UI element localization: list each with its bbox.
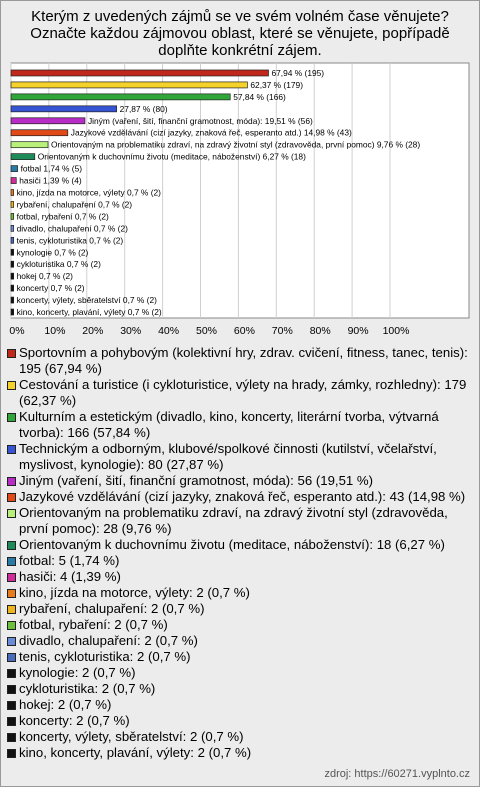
bar [11, 130, 68, 136]
bar-data-label: divadlo, chalupaření 0,7 % (2) [16, 223, 128, 234]
legend-label: Kulturním a estetickým (divadlo, kino, koncerty, literární tvorba, výtvarná tvorba): 166 (57,84 %) [19, 409, 439, 440]
bar-data-label: hasiči 1,39 % (4) [19, 175, 82, 186]
legend-label: rybaření, chalupaření: 2 (0,7 %) [19, 601, 205, 616]
bar-data-label: Orientovaným na problematiku zdraví, na zdravý životní styl (zdravověda, první pomoc) 9,76 % (28) [50, 139, 421, 150]
legend-item [6, 649, 474, 665]
legend-label: Cestování a turistice (i cykloturistice, výlety na hrady, zámky, rozhledny): 179 (62,37 %) [19, 377, 467, 408]
bar-data-label: 57,84 % (166) [233, 91, 286, 102]
legend-label: hokej: 2 (0,7 %) [19, 697, 112, 712]
bar [11, 285, 14, 291]
x-tick-label: 90% [347, 325, 369, 337]
legend-swatch [7, 413, 16, 422]
legend-item [6, 681, 474, 697]
chart-title: Kterým z uvedených zájmů se ve svém volném čase věnujete? Označte každou zájmovou oblast, které se věnujete, popřípadě doplňte konkrétní zájem. [30, 8, 450, 59]
bar-data-label: Jazykové vzdělávání (cizí jazyky, znaková řeč, esperanto atd.) 14,98 % (43) [70, 127, 352, 138]
legend-label: koncerty: 2 (0,7 %) [19, 713, 130, 728]
x-tick-label: 40% [158, 325, 180, 337]
legend-label: Jazykové vzdělávání (cizí jazyky, znaková řeč, esperanto atd.): 43 (14,98 %) [19, 489, 466, 504]
bar [11, 70, 268, 76]
bar [11, 273, 14, 279]
legend-label: koncerty, výlety, sběratelství: 2 (0,7 %) [19, 729, 244, 744]
legend-label: fotbal, rybaření: 2 (0,7 %) [19, 617, 168, 632]
bar-data-label: 27,87 % (80) [119, 103, 168, 114]
legend-label: Technickým a odborným, klubové/spolkové činnosti (kutilství, včelařství, myslivost, kynologie): 80 (27,87 %) [19, 441, 437, 472]
bar [11, 237, 14, 243]
x-tick-label: 70% [271, 325, 293, 337]
legend-item [6, 505, 474, 537]
bar [11, 178, 16, 184]
legend-item [6, 633, 474, 649]
bar [11, 118, 85, 124]
bar-data-label: kino, jízda na motorce, výlety 0,7 % (2) [16, 187, 161, 198]
bar-data-label: 62,37 % (179) [250, 79, 304, 90]
legend-swatch [7, 493, 16, 502]
legend-swatch [7, 685, 16, 694]
legend-swatch [7, 605, 16, 614]
legend-item [6, 729, 474, 745]
legend-swatch [7, 749, 16, 758]
legend-item [6, 745, 474, 761]
legend-label: tenis, cykloturistika: 2 (0,7 %) [19, 649, 191, 664]
legend-swatch [7, 509, 16, 518]
x-tick-label: 0% [9, 325, 25, 337]
bar-data-label: tenis, cykloturistika 0,7 % (2) [16, 235, 124, 246]
source-credit: zdroj: https://60271.vyplnto.cz [324, 768, 470, 780]
legend-item [6, 473, 474, 489]
bar-data-label: kynologie 0,7 % (2) [16, 247, 89, 258]
bar [11, 297, 14, 303]
legend-item [6, 601, 474, 617]
legend-label: Orientovaným na problematiku zdraví, na zdravý životní styl (zdravověda, první pomoc): 28 (9,76 %) [19, 505, 448, 536]
bar [11, 201, 14, 207]
bar [11, 82, 247, 88]
legend-swatch [7, 349, 16, 358]
legend-label: kino, jízda na motorce, výlety: 2 (0,7 %) [19, 585, 250, 600]
legend-label: Sportovním a pohybovým (kolektivní hry, zdrav. cvičení, fitness, tanec, tenis): 195 (67,94 %) [19, 345, 468, 376]
legend-label: hasiči: 4 (1,39 %) [19, 569, 121, 584]
legend-swatch [7, 381, 16, 390]
legend-item [6, 713, 474, 729]
legend-item [6, 585, 474, 601]
legend-label: kino, koncerty, plavání, výlety: 2 (0,7 %) [19, 745, 252, 760]
x-tick-label: 60% [233, 325, 255, 337]
legend-swatch [7, 557, 16, 566]
legend-item [6, 345, 474, 377]
legend-item [6, 665, 474, 681]
bar [11, 142, 48, 148]
legend-swatch [7, 621, 16, 630]
bar-data-label: cykloturistika 0,7 % (2) [16, 259, 101, 270]
x-tick-label: 100% [382, 325, 410, 337]
x-tick-label: 20% [82, 325, 104, 337]
legend-label: Orientovaným k duchovnímu životu (meditace, náboženství): 18 (6,27 %) [19, 537, 445, 552]
x-tick-label: 10% [44, 325, 66, 337]
legend-swatch [7, 637, 16, 646]
bar-data-label: rybaření, chalupaření 0,7 % (2) [16, 199, 133, 210]
bar-data-label: Orientovaným k duchovnímu životu (meditace, náboženství) 6,27 % (18) [37, 151, 306, 162]
legend-item [6, 537, 474, 553]
legend-item [6, 489, 474, 505]
bar-data-label: koncerty, výlety, sběratelství 0,7 % (2) [16, 295, 157, 306]
x-tick-label: 50% [195, 325, 218, 337]
legend-item [6, 441, 474, 473]
legend-label: Jiným (vaření, šití, finanční gramotnost, móda): 56 (19,51 %) [19, 473, 374, 488]
bar-data-label: fotbal, rybaření 0,7 % (2) [16, 211, 109, 222]
bar-chart [0, 0, 480, 345]
bar [11, 225, 14, 231]
bar [11, 106, 117, 112]
legend-label: divadlo, chalupaření: 2 (0,7 %) [19, 633, 198, 648]
legend-item [6, 569, 474, 585]
bar [11, 309, 14, 315]
legend-item [6, 377, 474, 409]
x-tick-label: 30% [120, 325, 142, 337]
bar-data-label: kino, koncerty, plavání, výlety 0,7 % (2) [16, 307, 162, 318]
bar-data-label: 67,94 % (195) [271, 67, 325, 78]
legend-label: cykloturistika: 2 (0,7 %) [19, 681, 156, 696]
bar [11, 190, 14, 196]
legend-swatch [7, 733, 16, 742]
legend-item [6, 697, 474, 713]
legend-swatch [7, 477, 16, 486]
legend [6, 345, 474, 761]
legend-swatch [7, 541, 16, 550]
bar-data-label: Jiným (vaření, šití, finanční gramotnost, móda): 19,51 % (56) [87, 115, 313, 126]
legend-item [6, 553, 474, 569]
legend-item [6, 617, 474, 633]
bar [11, 213, 14, 219]
legend-swatch [7, 701, 16, 710]
bar [11, 154, 35, 160]
bar-data-label: fotbal 1,74 % (5) [20, 163, 83, 174]
x-tick-label: 80% [309, 325, 331, 337]
legend-item [6, 409, 474, 441]
legend-swatch [7, 445, 16, 454]
legend-label: kynologie: 2 (0,7 %) [19, 665, 136, 680]
bar [11, 249, 14, 255]
legend-swatch [7, 589, 16, 598]
legend-swatch [7, 653, 16, 662]
bar [11, 261, 14, 267]
bar-data-label: hokej 0,7 % (2) [16, 271, 73, 282]
legend-swatch [7, 669, 16, 678]
bar [11, 166, 18, 172]
bar-data-label: koncerty 0,7 % (2) [16, 283, 85, 294]
legend-label: fotbal: 5 (1,74 %) [19, 553, 120, 568]
legend-swatch [7, 717, 16, 726]
legend-swatch [7, 573, 16, 582]
bar [11, 94, 230, 100]
